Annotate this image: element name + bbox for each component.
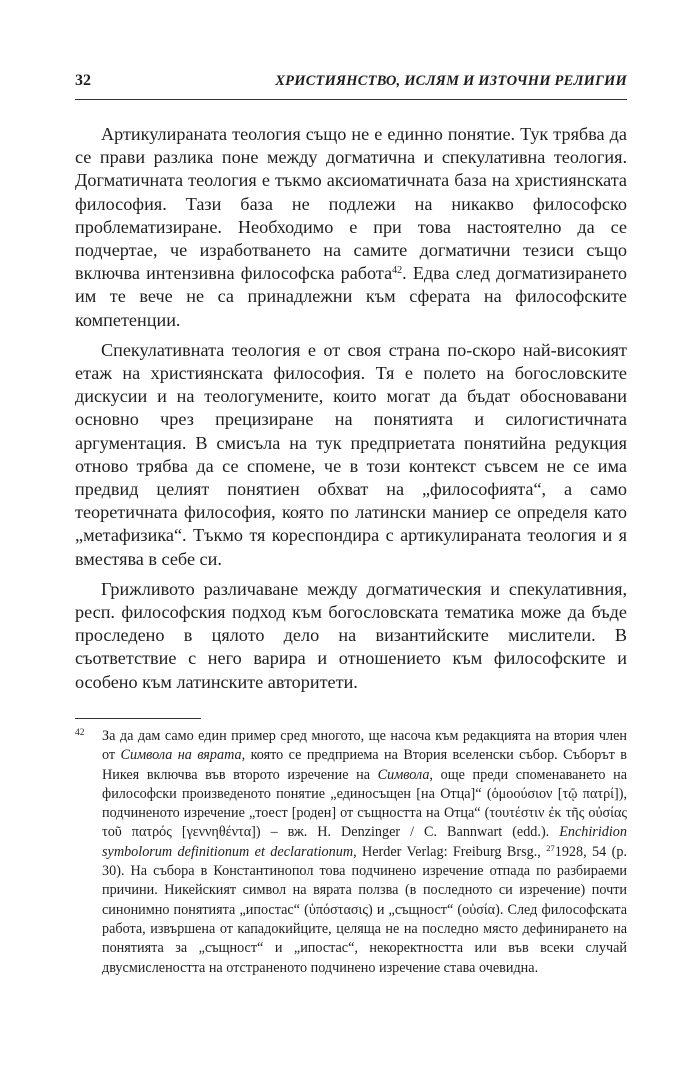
paragraph-1	[75, 123, 627, 332]
paragraph-1-tail: . Едва след догматизирането им те вече не са принадлежни към сферата на философските компетенции.	[75, 263, 627, 330]
footnote-text-part: , още преди споменаването на философски произведеното понятие „единосъщен [на Отца]“ (ὁμοούσιον [τῷ πατρί]), подчиненото изречение „тоест [роден] от същността на Отца“ (τουτέστιν ἐκ τῆς οὐσίας τοῦ πατρός [γεννηθέντα]) – вж. H. Denzinger / C. Bannwart (edd.).	[102, 766, 627, 841]
paragraph-2: Спекулативната теология е от своя страна по-скоро най-високият етаж на християнската философия. Тя е полето на богословските дискусии и на теологумените, които могат да бъдат обосновавани основно чрез прецизиране на понятията и силогистичната аргументация. В смисъла на тук предприетата понятийна редукция отново трябва да се спомене, че в този контекст съвсем не се има предвид целият понятиен обхват на „философията“, а само теоретичната философия, която по латински маниер се определя като „метафизика“. Тъкмо тя кореспондира с артикулираната теология и я вместява в себе си.	[75, 339, 627, 569]
footnote-text-part: За да дам само един пример сред многото, ще насоча към редакцията на втория член от	[102, 728, 627, 764]
footnote-number: 42	[75, 728, 85, 738]
footnote-book-title: Enchiridion symbolorum definitionum et declarationum	[102, 824, 627, 860]
paragraph-3: Грижливото различаване между догматическия и спекулативния, респ. философския подход към богословската тематика може да бъде проследено в цялото дело на византийските мислители. В съответствие с него варира и отношението към философските и особено към латинските авторитети.	[75, 578, 627, 692]
footnote-text-part: , Herder Verlag: Freiburg Brsg.,	[353, 843, 547, 860]
footnote-text-part: 1928, 54 (p. 30). На събора в Константинопол това подчинено изречение отпада по разбираеми причини. Никейският символ на вярата ползва (в последното си изречение) почти синонимно понятията „ипостас“ (ὑπόστασις) и „същност“ (οὐσία). След философската работа, извършена от кападокийците, целяща не на последно място дефинирането на понятията за „същност“ и „ипостас“, некоректността или във всеки случай двусмислеността на отстраненото подчинено изречение става очевидна.	[102, 843, 627, 976]
header-divider	[75, 99, 627, 100]
running-title: ХРИСТИЯНСТВО, ИСЛЯМ И ИЗТОЧНИ РЕЛИГИИ	[275, 73, 627, 89]
page-header	[75, 72, 627, 90]
main-text	[75, 123, 627, 701]
page-number: 32	[75, 72, 91, 89]
footnote-text	[75, 727, 627, 978]
footnote	[75, 727, 627, 978]
footnote-text-part: , която се предприема на Втория вселенски събор. Съборът в Никея включва във второто изречение на	[102, 747, 628, 783]
paragraph-1-text: Артикулираната теология също не е единно понятие. Тук трябва да се прави разлика поне между догматична и спекулативна теология. Догматичната теология е тъкмо аксиоматичната база на християнската философия. Тази база не подлежи на никакво философско проблематизиране. Необходимо е при това настоятелно да се подчертае, че изработването на самите догматични тезиси също включва интензивна философска работа	[75, 124, 627, 284]
footnote-italic-title: Символа на вярата	[120, 747, 242, 764]
footnote-divider	[75, 718, 201, 719]
edition-number: 27	[546, 842, 555, 853]
footnote-italic-title: Символа	[377, 766, 430, 783]
footnote-reference: 42	[392, 265, 403, 277]
